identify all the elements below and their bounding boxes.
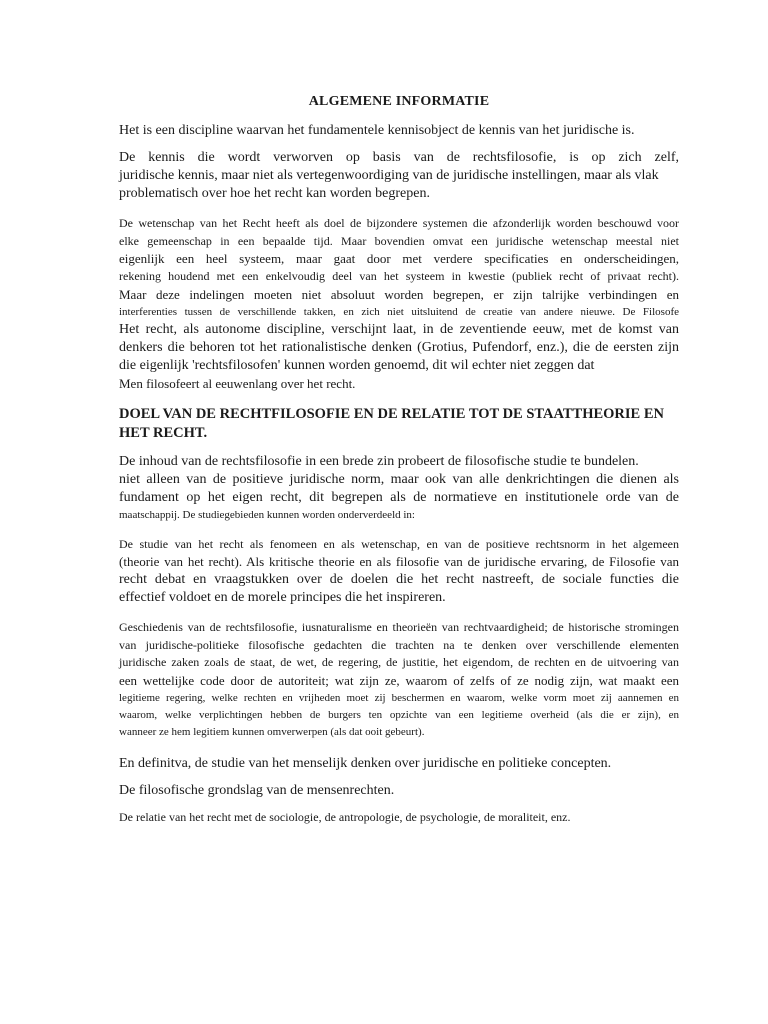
text-line: Men filosofeert al eeuwenlang over het recht. [119,375,356,391]
text-line: juridische kennis, maar niet als vertegenwoordiging van de juridische instellingen, maar als vlak [119,168,659,183]
text-line: interferenties tussen de verschillende takken, en zich niet uitsluitend de creatie van andere nieuwe. De Filosofe [119,305,679,318]
text-line: De inhoud van de rechtsfilosofie in een brede zin probeert de filosofische studie te bundelen. [119,453,639,469]
text-line: rekening houdend met een enkelvoudig deel van het systeem in kwestie (publiek recht of privaat recht). [119,269,679,283]
document-title: ALGEMENE INFORMATIE [308,94,490,109]
paragraph-inhoud [119,453,679,524]
text-line: denkers die behoren tot het rationalistische denken (Grotius, Pufendorf, enz.), die de eersten zijn [119,339,679,355]
document-page [119,94,679,835]
text-line: problematisch over hoe het recht kan worden begrepen. [119,186,430,201]
text-line: effectief voldoet en de morele principes die het inspireren. [119,590,446,605]
text-line: wanneer ze hem legitiem kunnen omverwerpen (als dat ooit gebeurt). [119,725,425,738]
text-line: juridische zaken zoals de staat, de wet, de regering, de justitie, het eigendom, de rechten en de uitvoering van [119,655,679,669]
text-line: waarom, welke verplichtingen hebben de burgers ten opzichte van een legitieme overheid (als die er zijn), en [119,708,679,721]
text-line: maatschappij. De studiegebieden kunnen worden onderverdeeld in: [119,508,415,521]
text-line: eigenlijk een heel systeem, maar gaat door met verdere specificaties en onderscheidingen, [119,251,679,266]
text-line: recht debat en vraagstukken over de doelen die het recht nastreeft, de sociale functies die [119,572,679,587]
text-line: Geschiedenis van de rechtsfilosofie, iusnaturalisme en theorieën van rechtvaardigheid; de historische stromingen [119,620,679,634]
paragraph-definitva: En definitva, de studie van het menselijk denken over juridische en politieke concepten. [119,755,612,771]
paragraph-relatie: De relatie van het recht met de sociologie, de antropologie, de psychologie, de moraliteit, enz. [119,809,571,824]
paragraph-mensenrechten: De filosofische grondslag van de mensenrechten. [119,782,395,798]
text-line: een wettelijke code door de autoriteit; wat zijn ze, waarom of zelfs of ze nodig zijn, wat maakt een [119,672,679,688]
text-line: De studie van het recht als fenomeen en als wetenschap, en van de positieve rechtsnorm in het algemeen [119,536,679,551]
text-line: (theorie van het recht). Als kritische theorie en als filosofie van de juridische ervaring, de Filosofie van [119,554,679,569]
section-heading: DOEL VAN DE RECHTFILOSOFIE EN DE RELATIE TOT DE STAATTHEORIE EN HET RECHT. [119,405,664,441]
text-line: Het recht, als autonome discipline, verschijnt laat, in de zeventiende eeuw, met de komst van [119,321,679,337]
text-line: fundament op het eigen recht, dit begrepen als de normatieve en institutionele orde van de [119,489,679,505]
text-line: van juridische-politieke filosofische gedachten die trachten na te denken over verschillende elementen [119,637,679,652]
text-line: De wetenschap van het Recht heeft als doel de bijzondere systemen die afzonderlijk worden beschouwd voor [119,216,679,230]
text-line: legitieme regering, welke rechten en vrijheden moet zij beschermen en waarom, welke vorm moet zij aannemen en [119,691,679,704]
text-line: die eigenlijk 'rechtsfilosofen' kunnen worden genoemd, dit wil echter niet zeggen dat [119,357,595,373]
intro-paragraph-2 [119,149,679,203]
text-line: Maar deze indelingen moeten niet absoluut worden begrepen, er zijn talrijke verbindingen en [119,286,679,302]
text-line: niet alleen van de positieve juridische norm, maar ook van alle denkrichtingen die dienen als [119,471,679,487]
paragraph-wetenschap [119,215,679,393]
intro-paragraph-1: Het is een discipline waarvan het fundamentele kennisobject de kennis van het juridische is. [119,123,635,138]
text-line: De kennis die wordt verworven op basis van de rechtsfilosofie, is op zich zelf, [119,150,679,165]
paragraph-geschiedenis [119,619,679,741]
paragraph-studie [119,536,679,608]
text-line: elke gemeenschap in een bepaalde tijd. Maar bovendien omvat een juridische wetenschap meestal niet [119,233,679,248]
